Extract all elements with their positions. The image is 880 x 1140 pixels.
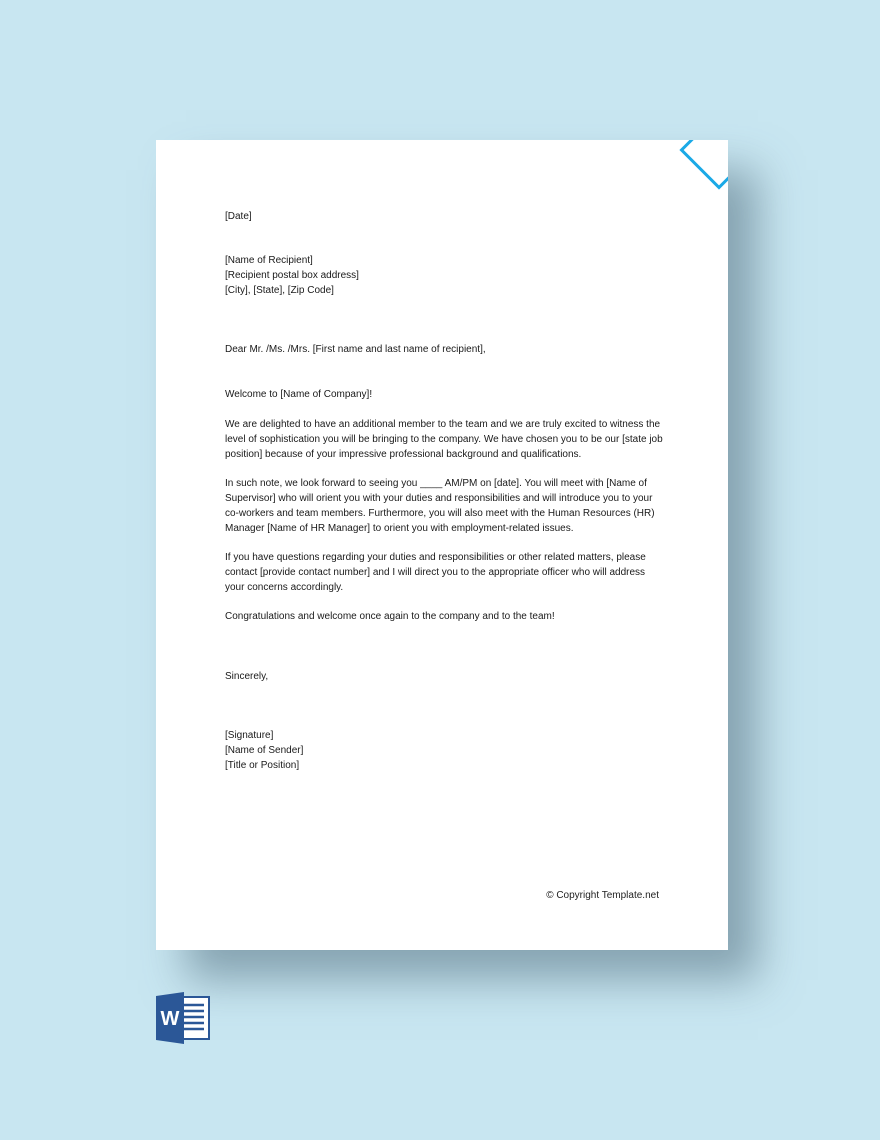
paragraph-2: In such note, we look forward to seeing you ____ AM/PM on [date]. You will meet with [Name of Supervisor] who will orient you with your duties and responsibilities and will introduce you to your co-workers and team members. Furthermore, you will also meet with the Human Resources (HR) Manager [Name of HR Manager] to orient you with employment-related issues. <box>225 478 655 534</box>
sign-off: Sincerely, <box>225 671 269 682</box>
paragraph-1: We are delighted to have an additional member to the team and we are truly excited to witness the level of sophistication you will be bringing to the company. We have chosen you to be our [state job position] because of your impressive professional background and qualifications. <box>225 419 663 460</box>
word-icon <box>156 992 210 1044</box>
diamond-decoration <box>679 140 728 190</box>
welcome-line: Welcome to [Name of Company]! <box>225 389 373 400</box>
signature-block: [Signature] [Name of Sender] [Title or Position] <box>225 730 304 771</box>
copyright: © Copyright Template.net <box>546 890 659 901</box>
salutation: Dear Mr. /Ms. /Mrs. [First name and last name of recipient], <box>225 344 486 355</box>
closing-line: Congratulations and welcome once again to the company and to the team! <box>225 611 555 622</box>
date: [Date] <box>225 211 252 222</box>
word-icon-letter: W <box>160 1008 180 1030</box>
recipient-block: [Name of Recipient] [Recipient postal box address] [City], [State], [Zip Code] <box>225 255 359 296</box>
letter-page <box>156 140 728 950</box>
paragraph-3: If you have questions regarding your duties and responsibilities or other related matters, please contact [provide contact number] and I will direct you to the appropriate officer who will address your concerns accordingly. <box>225 552 646 593</box>
